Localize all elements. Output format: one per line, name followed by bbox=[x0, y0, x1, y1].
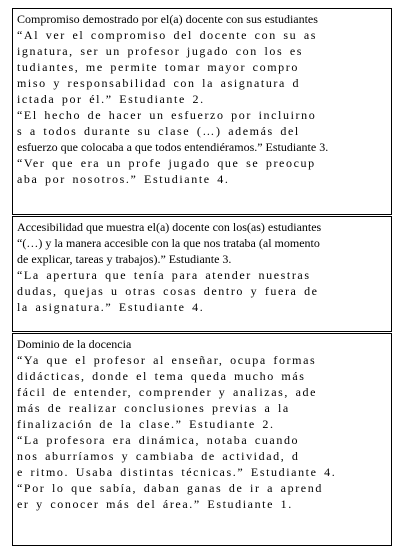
quote-line: más de realizar conclusiones previas a la bbox=[17, 401, 290, 415]
quote-line: nos aburríamos y cambiaba de actividad, d bbox=[17, 449, 300, 463]
quote-line: esfuerzo que colocaba a que todos entendiéramos.” Estudiante 3. bbox=[17, 140, 329, 154]
section-title: Accesibilidad que muestra el(a) docente con los(as) estudiantes bbox=[17, 220, 322, 234]
qualitative-results-table bbox=[12, 8, 392, 546]
quote-line: ignatura, ser un profesor jugado con los es bbox=[17, 44, 304, 58]
quote-line: fácil de entender, comprender y analizas, ade bbox=[17, 385, 318, 399]
section-accesibilidad bbox=[12, 216, 392, 332]
quote-line: dudas, quejas u otras cosas dentro y fuera de bbox=[17, 284, 319, 298]
quote-line: tudiantes, me permite tomar mayor compro bbox=[17, 60, 299, 74]
section-title: Dominio de la docencia bbox=[17, 337, 132, 351]
section-dominio bbox=[12, 333, 392, 546]
quote-line: er y conocer más del área.” Estudiante 1. bbox=[17, 497, 293, 511]
quote-line: de explicar, tareas y trabajos).” Estudiante 3. bbox=[17, 252, 232, 266]
section-compromiso bbox=[12, 8, 392, 215]
quote-line: miso y responsabilidad con la asignatura d bbox=[17, 76, 301, 90]
quote-line: “La profesora era dinámica, notaba cuando bbox=[17, 433, 300, 447]
quote-line: didácticas, donde el tema queda mucho más bbox=[17, 369, 306, 383]
quote-line: “La apertura que tenía para atender nuestras bbox=[17, 268, 311, 282]
quote-line: aba por nosotros.” Estudiante 4. bbox=[17, 172, 230, 186]
quote-line: e ritmo. Usaba distintas técnicas.” Estudiante 4. bbox=[17, 465, 337, 479]
quote-line: “Ya que el profesor al enseñar, ocupa formas bbox=[17, 353, 317, 367]
quote-line: s a todos durante su clase (…) además del bbox=[17, 124, 300, 138]
quote-line: “Por lo que sabía, daban ganas de ir a aprend bbox=[17, 481, 323, 495]
quote-line: “(…) y la manera accesible con la que nos trataba (al momento bbox=[17, 236, 320, 250]
quote-line: la asignatura.” Estudiante 4. bbox=[17, 300, 205, 314]
quote-line: “El hecho de hacer un esfuerzo por incluirno bbox=[17, 108, 317, 122]
quote-line: “Ver que era un profe jugado que se preocup bbox=[17, 156, 316, 170]
quote-line: finalización de la clase.” Estudiante 2. bbox=[17, 417, 275, 431]
quote-line: ictada por él.” Estudiante 2. bbox=[17, 92, 205, 106]
quote-line: “Al ver el compromiso del docente con su as bbox=[17, 28, 318, 42]
section-title: Compromiso demostrado por el(a) docente con sus estudiantes bbox=[17, 12, 318, 26]
